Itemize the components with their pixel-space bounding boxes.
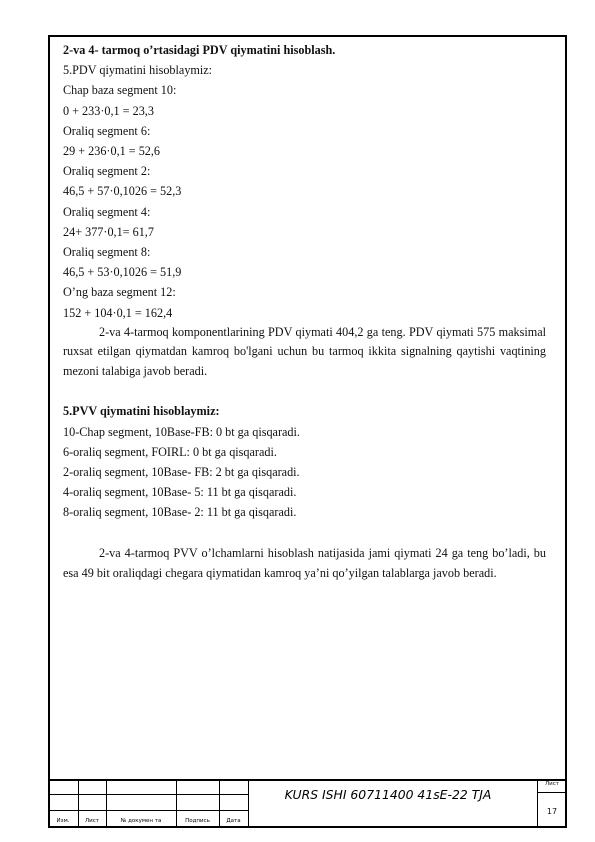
pdv-line: Oraliq segment 4: [63,204,151,219]
pvv-line: 4-oraliq segment, 10Base- 5: 11 bt ga qisqaradi. [63,485,297,500]
pdv-line: 29 + 236·0,1 = 52,6 [63,144,161,159]
sheet-number: 17 [546,807,558,816]
pdv-line: 0 + 233·0,1 = 23,3 [63,103,154,118]
pdv-line: O’ng baza segment 12: [63,285,176,300]
pdv-conclusion: 2-va 4-tarmoq komponentlarining PDV qiymati 404,2 ga teng. PDV qiymati 575 maksimal ruxsat etilgan qiymatdan kamroq bo'lgani uchun bu tarmoq ikkita signalning qaytishi vaqtining mezoni talabiga javob beradi. [63,324,546,378]
pvv-line: 2-oraliq segment, 10Base- FB: 2 bt ga qisqaradi. [63,464,300,479]
title-block [48,779,567,828]
title-block-top-border [48,779,567,781]
pdv-line: Oraliq segment 8: [63,245,151,260]
page-content [63,40,546,583]
caption-doc-number: № докумен та [120,818,162,824]
pdv-line: Oraliq segment 6: [63,123,151,138]
document-code: KURS ISHI 60711400 41sE-22 TJA [284,787,492,802]
caption-signature: Подпись [185,818,210,824]
pvv-heading: 5.PVV qiymatini hisoblaymiz: [63,404,220,419]
pdv-intro: 5.PDV qiymatini hisoblaymiz: [63,63,213,78]
pdv-line: 152 + 104·0,1 = 162,4 [63,305,173,320]
pdv-line: Oraliq segment 2: [63,164,151,179]
pdv-line: Chap baza segment 10: [63,83,177,98]
spacer [63,381,546,401]
pdv-line: 46,5 + 53·0,1026 = 51,9 [63,265,182,280]
pdv-line: 46,5 + 57·0,1026 = 52,3 [63,184,182,199]
caption-list: Лист [85,818,99,824]
sheet-label: Лист [545,781,559,787]
grid-line [537,792,567,793]
spacer [63,523,546,543]
section-heading: 2-va 4- tarmoq o’rtasidagi PDV qiymatini hisoblash. [63,43,336,57]
pdv-line: 24+ 377·0,1= 61,7 [63,224,154,239]
caption-izm: Изм. [56,818,70,824]
pvv-line: 6-oraliq segment, FOIRL: 0 bt ga qisqaradi. [63,444,277,459]
pvv-line: 8-oraliq segment, 10Base- 2: 11 bt ga qisqaradi. [63,505,297,520]
pvv-conclusion: 2-va 4-tarmoq PVV o’lchamlarni hisoblash natijasida jami qiymati 24 ga teng bo’ladi, bu esa 49 bit oraliqdagi chegara qiymatidan kamroq ya’ni qo’yilgan talablarga javob beradi. [63,545,546,580]
caption-date: Дата [226,818,241,824]
pvv-line: 10-Chap segment, 10Base-FB: 0 bt ga qisqaradi. [63,424,300,439]
